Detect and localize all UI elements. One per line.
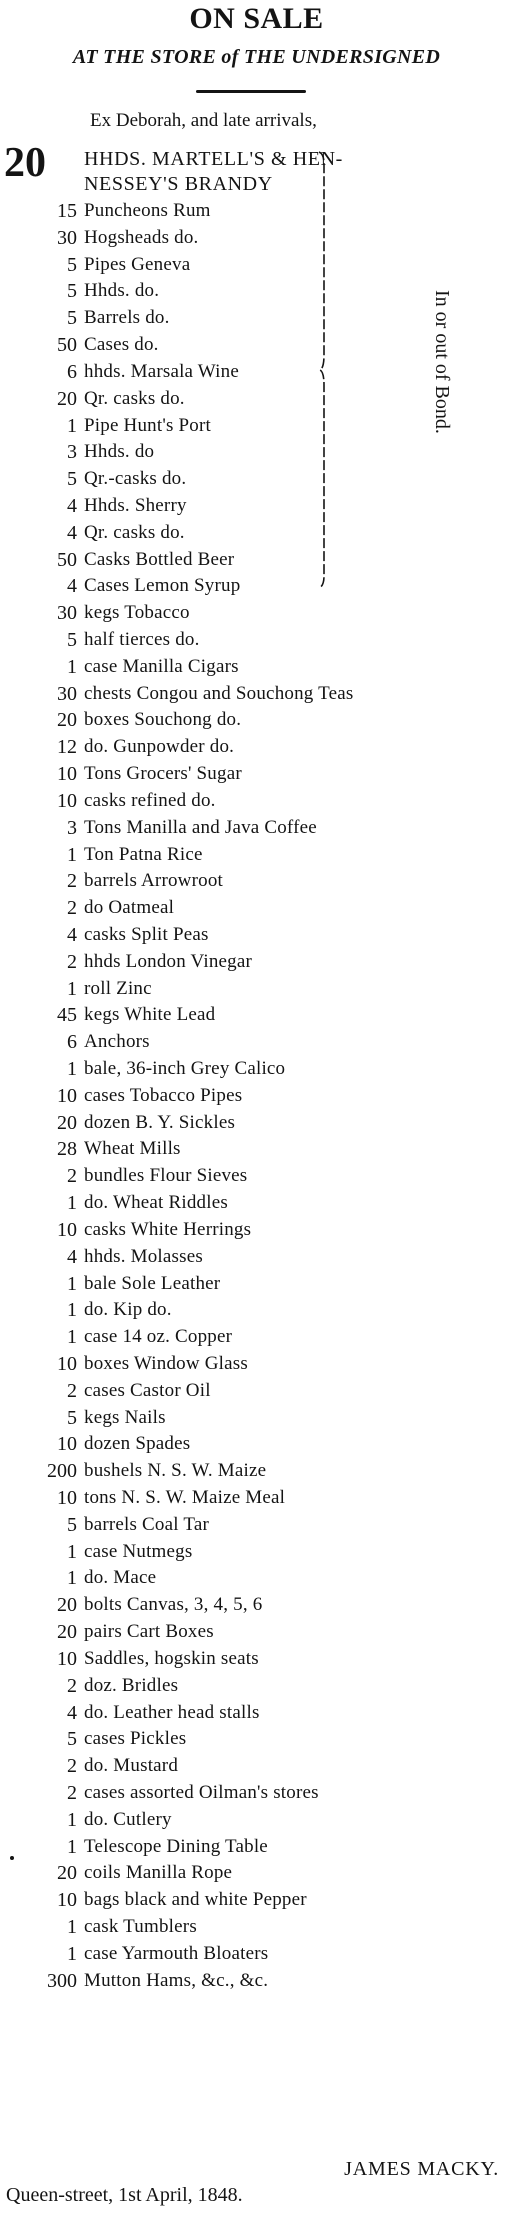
item-quantity: 20 [57,1594,77,1617]
item-description: do. Wheat Riddles [84,1192,228,1214]
list-item [0,1592,513,1619]
item-quantity: 5 [67,253,77,276]
item-quantity: 50 [57,334,77,357]
item-description: chests Congou and Souchong Teas [84,682,354,704]
item-quantity: 3 [67,816,77,839]
item-description: cases Castor Oil [84,1379,211,1401]
item-quantity: 1 [67,1192,77,1215]
list-item [0,1110,513,1137]
item-description: pairs Cart Boxes [84,1621,214,1643]
list-item [0,707,513,734]
list-item [0,520,513,547]
item-description: Anchors [84,1031,150,1053]
list-item [0,1834,513,1861]
item-description: half tierces do. [84,629,200,650]
item-quantity: 20 [57,387,77,410]
list-item [0,654,513,681]
item-description: Wheat Mills [84,1138,181,1160]
list-item [0,1887,513,1914]
item-quantity: 4 [67,494,77,517]
intro-line: Ex Deborah, and late arrivals, [90,110,317,131]
item-description: case Manilla Cigars [84,655,239,677]
item-quantity: 1 [67,1916,77,1938]
item-quantity: 2 [67,1379,77,1402]
item-description: do. Mustard [84,1755,179,1777]
item-quantity: 10 [57,1647,77,1670]
item-quantity: 1 [67,843,77,866]
item-quantity: 1 [67,655,77,678]
item-description: bushels N. S. W. Maize [84,1460,267,1482]
item-description: do. Cutlery [84,1808,172,1830]
item-description: cases Tobacco Pipes [84,1084,243,1106]
list-item [0,1512,513,1539]
list-item [0,252,513,279]
item-quantity: 1 [67,977,77,1000]
ink-speck [10,1856,14,1860]
item-description: do. Mace [84,1567,157,1589]
item-description: do Oatmeal [84,897,175,919]
item-quantity: 10 [57,1352,77,1375]
item-quantity: 20 [57,1862,77,1885]
list-item [0,976,513,1003]
list-item [0,1297,513,1324]
item-quantity: 2 [67,870,77,893]
list-item [0,386,513,413]
list-item [0,949,513,976]
list-item [0,1405,513,1432]
item-description: casks Split Peas [84,923,209,945]
item-quantity: 5 [67,1728,77,1751]
item-quantity: 10 [57,1218,77,1241]
list-item [0,359,513,386]
item-description: kegs White Lead [84,1004,216,1026]
list-item [0,734,513,761]
item-description: doz. Bridles [84,1674,179,1696]
list-item [0,788,513,815]
item-description: case Yarmouth Bloaters [84,1942,269,1964]
item-quantity: 20 [57,1621,77,1644]
item-description: bale Sole Leather [84,1272,221,1294]
item-quantity: 4 [67,923,77,946]
item-quantity: 10 [57,1433,77,1456]
item-description: casks refined do. [84,789,216,811]
list-item [0,278,513,305]
list-item [0,1431,513,1458]
list-item [0,547,513,574]
item-description: casks White Herrings [84,1218,252,1240]
item-quantity: 30 [57,682,77,705]
title-rule [196,90,306,93]
item-description: kegs Tobacco [84,602,190,624]
item-description: Qr. casks do. [84,521,185,543]
lead-item-quantity: 20 [4,140,46,186]
list-item [0,1780,513,1807]
item-quantity: 200 [47,1460,77,1483]
list-item [0,1083,513,1110]
item-quantity: 30 [57,602,77,625]
list-item [0,1753,513,1780]
list-item [0,1056,513,1083]
item-description: Mutton Hams, &c., &c. [84,1969,269,1991]
item-quantity: 4 [67,575,77,598]
list-item [0,681,513,708]
item-quantity: 3 [67,441,77,464]
item-description: Barrels do. [84,307,170,329]
item-description: hhds. Marsala Wine [84,360,239,382]
list-item [0,1700,513,1727]
list-item [0,1860,513,1887]
list-item [0,600,513,627]
item-quantity: 10 [57,1084,77,1107]
list-item [0,895,513,922]
bond-note: In or out of Bond. [431,290,453,434]
item-quantity: 5 [67,280,77,303]
lead-item-line-1: HHDS. MARTELL'S & HEN- [84,148,343,170]
item-description: Saddles, hogskin seats [84,1647,259,1669]
merchant-signature: JAMES MACKY. [344,2158,499,2180]
item-description: dozen B. Y. Sickles [84,1111,236,1133]
list-item [0,1539,513,1566]
item-description: do. Kip do. [84,1299,172,1321]
item-quantity: 10 [57,763,77,786]
item-description: Hhds. do [84,441,155,463]
item-quantity: 15 [57,200,77,222]
item-description: do. Gunpowder do. [84,736,235,758]
item-quantity: 6 [67,360,77,383]
item-quantity: 5 [67,1406,77,1429]
item-quantity: 45 [57,1004,77,1027]
item-description: Telescope Dining Table [84,1835,268,1857]
advert-subtitle: AT THE STORE of THE UNDERSIGNED [72,46,441,68]
list-item [0,1726,513,1753]
item-quantity: 1 [67,1058,77,1080]
item-quantity: 6 [67,1031,77,1054]
list-item [0,627,513,654]
list-item [0,1351,513,1378]
item-description: Pipes Geneva [84,253,191,275]
list-item [0,1002,513,1029]
list-item [0,1324,513,1351]
item-quantity: 1 [67,414,77,437]
item-description: bags black and white Pepper [84,1889,307,1911]
list-item [0,1029,513,1056]
list-item [0,1619,513,1646]
item-description: do. Leather head stalls [84,1701,260,1723]
item-description: boxes Souchong do. [84,709,242,731]
lead-item-line-2: NESSEY'S BRANDY [84,173,273,195]
item-quantity: 12 [57,736,77,759]
item-description: bolts Canvas, 3, 4, 5, 6 [84,1594,263,1616]
list-item [0,1136,513,1163]
list-item [0,1163,513,1190]
item-description: barrels Coal Tar [84,1513,209,1535]
item-description: Tons Grocers' Sugar [84,763,242,785]
list-item [0,1807,513,1834]
list-item [0,1190,513,1217]
item-quantity: 10 [57,1889,77,1912]
item-quantity: 20 [57,709,77,732]
item-quantity: 28 [57,1138,77,1161]
item-description: Casks Bottled Beer [84,548,235,570]
item-quantity: 2 [67,950,77,973]
list-item [0,1646,513,1673]
list-item [0,815,513,842]
item-quantity: 1 [67,1326,77,1349]
item-description: Tons Manilla and Java Coffee [84,816,317,838]
item-description: cask Tumblers [84,1916,197,1937]
item-quantity: 5 [67,629,77,651]
item-description: Cases do. [84,334,159,356]
item-quantity: 2 [67,1674,77,1697]
item-description: Hogsheads do. [84,226,199,248]
item-description: case Nutmegs [84,1540,193,1562]
item-quantity: 4 [67,1245,77,1268]
item-description: Puncheons Rum [84,200,211,221]
list-item [0,225,513,252]
item-description: Qr.-casks do. [84,468,187,490]
item-quantity: 4 [67,1701,77,1724]
item-quantity: 2 [67,1755,77,1778]
list-item [0,1378,513,1405]
list-item [0,573,513,600]
item-list [0,198,513,1994]
item-description: bale, 36-inch Grey Calico [84,1058,286,1079]
item-description: hhds. Molasses [84,1245,203,1267]
advert-title: ON SALE [189,2,324,35]
item-quantity: 4 [67,521,77,544]
dateline: Queen-street, 1st April, 1848. [6,2184,243,2206]
item-quantity: 2 [67,1165,77,1188]
item-quantity: 1 [67,1272,77,1295]
list-item [0,332,513,359]
list-item [0,1673,513,1700]
list-item [0,1941,513,1968]
item-quantity: 30 [57,226,77,249]
list-item [0,761,513,788]
item-description: Hhds. Sherry [84,494,187,516]
list-item [0,198,513,225]
list-item [0,439,513,466]
item-quantity: 5 [67,307,77,330]
list-item [0,842,513,869]
item-quantity: 10 [57,789,77,812]
list-item [0,868,513,895]
item-quantity: 1 [67,1835,77,1858]
item-description: hhds London Vinegar [84,950,253,972]
list-item [0,1458,513,1485]
item-description: dozen Spades [84,1433,191,1455]
list-item [0,305,513,332]
item-quantity: 5 [67,468,77,491]
item-description: Hhds. do. [84,280,160,302]
item-quantity: 10 [57,1487,77,1509]
item-quantity: 50 [57,548,77,571]
item-quantity: 1 [67,1567,77,1590]
item-description: Ton Patna Rice [84,843,203,865]
list-item [0,466,513,493]
item-description: kegs Nails [84,1406,166,1428]
list-item [0,1271,513,1298]
item-description: roll Zinc [84,977,152,999]
item-quantity: 1 [67,1942,77,1965]
item-description: cases Pickles [84,1728,187,1750]
item-quantity: 2 [67,897,77,920]
item-description: Qr. casks do. [84,387,185,409]
list-item [0,1968,513,1995]
list-item [0,413,513,440]
item-quantity: 5 [67,1513,77,1536]
list-item [0,493,513,520]
item-description: case 14 oz. Copper [84,1326,233,1348]
item-description: Pipe Hunt's Port [84,414,211,436]
item-description: bundles Flour Sieves [84,1165,248,1187]
item-quantity: 300 [47,1969,77,1992]
item-description: coils Manilla Rope [84,1862,233,1884]
item-quantity: 2 [67,1781,77,1804]
list-item [0,1565,513,1592]
list-item [0,922,513,949]
item-quantity: 20 [57,1111,77,1134]
item-description: boxes Window Glass [84,1352,248,1374]
list-item [0,1244,513,1271]
item-quantity: 1 [67,1808,77,1831]
item-description: cases assorted Oilman's stores [84,1781,319,1803]
item-quantity: 1 [67,1299,77,1322]
item-description: tons N. S. W. Maize Meal [84,1487,286,1508]
item-description: barrels Arrowroot [84,870,223,892]
item-description: Cases Lemon Syrup [84,575,241,597]
list-item [0,1485,513,1512]
item-quantity: 1 [67,1540,77,1563]
list-item [0,1914,513,1941]
list-item [0,1217,513,1244]
